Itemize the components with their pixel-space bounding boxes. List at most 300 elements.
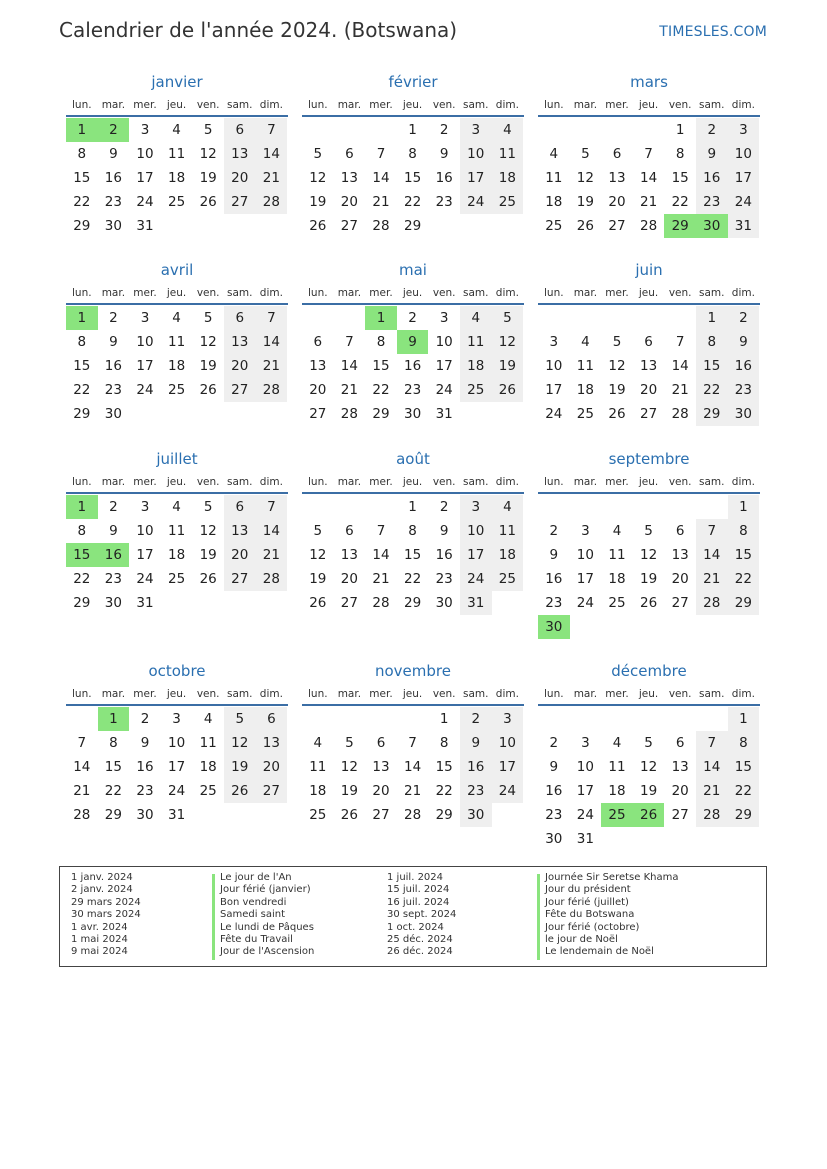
day-cell[interactable]: 8	[439, 735, 449, 751]
day-cell[interactable]: 16	[136, 759, 154, 775]
day-cell[interactable]: 5	[612, 334, 622, 350]
holiday-day-cell[interactable]: 30	[696, 214, 728, 238]
day-cell[interactable]: 6	[256, 707, 288, 731]
day-cell[interactable]: 17	[728, 166, 760, 190]
day-cell[interactable]: 30	[104, 406, 122, 422]
day-cell[interactable]: 14	[256, 142, 288, 166]
day-cell[interactable]: 16	[728, 354, 760, 378]
day-cell[interactable]: 3	[581, 523, 590, 539]
day-cell[interactable]: 14	[639, 170, 658, 186]
day-cell[interactable]: 7	[345, 334, 354, 350]
day-cell[interactable]: 29	[403, 218, 422, 234]
day-cell[interactable]: 26	[199, 571, 217, 587]
day-cell[interactable]: 12	[340, 759, 358, 775]
day-cell[interactable]: 5	[345, 735, 354, 751]
day-cell[interactable]: 29	[403, 595, 422, 611]
day-cell[interactable]: 5	[581, 146, 590, 162]
day-cell[interactable]: 22	[73, 194, 91, 210]
day-cell[interactable]: 28	[256, 567, 288, 591]
day-cell[interactable]: 20	[639, 382, 658, 398]
day-cell[interactable]: 21	[372, 194, 390, 210]
day-cell[interactable]: 5	[224, 707, 256, 731]
day-cell[interactable]: 23	[104, 571, 122, 587]
day-cell[interactable]: 27	[340, 595, 358, 611]
day-cell[interactable]: 17	[460, 166, 492, 190]
day-cell[interactable]: 5	[644, 523, 653, 539]
day-cell[interactable]: 18	[460, 354, 492, 378]
day-cell[interactable]: 26	[492, 378, 524, 402]
day-cell[interactable]: 22	[728, 567, 760, 591]
holiday-day-cell[interactable]: 9	[397, 330, 429, 354]
day-cell[interactable]: 15	[104, 759, 122, 775]
day-cell[interactable]: 27	[372, 807, 390, 823]
day-cell[interactable]: 24	[728, 190, 760, 214]
day-cell[interactable]: 31	[460, 591, 492, 615]
day-cell[interactable]: 20	[671, 783, 689, 799]
day-cell[interactable]: 19	[639, 571, 658, 587]
day-cell[interactable]: 12	[608, 358, 626, 374]
day-cell[interactable]: 22	[104, 783, 122, 799]
day-cell[interactable]: 12	[199, 146, 217, 162]
day-cell[interactable]: 2	[109, 499, 118, 515]
day-cell[interactable]: 14	[372, 170, 390, 186]
day-cell[interactable]: 2	[549, 523, 559, 539]
day-cell[interactable]: 6	[675, 735, 685, 751]
day-cell[interactable]: 14	[256, 519, 288, 543]
day-cell[interactable]: 28	[256, 378, 288, 402]
day-cell[interactable]: 24	[460, 567, 492, 591]
day-cell[interactable]: 4	[492, 118, 524, 142]
day-cell[interactable]: 10	[167, 735, 186, 751]
day-cell[interactable]: 24	[545, 406, 563, 422]
day-cell[interactable]: 4	[549, 146, 559, 162]
day-cell[interactable]: 4	[172, 499, 181, 515]
day-cell[interactable]: 11	[167, 146, 186, 162]
day-cell[interactable]: 9	[109, 146, 118, 162]
day-cell[interactable]: 24	[136, 382, 154, 398]
day-cell[interactable]: 30	[136, 807, 154, 823]
day-cell[interactable]: 3	[439, 310, 449, 326]
day-cell[interactable]: 28	[372, 218, 390, 234]
day-cell[interactable]: 13	[224, 142, 256, 166]
day-cell[interactable]: 9	[696, 142, 728, 166]
day-cell[interactable]: 23	[696, 190, 728, 214]
day-cell[interactable]: 10	[460, 519, 492, 543]
day-cell[interactable]: 7	[256, 495, 288, 519]
day-cell[interactable]: 5	[644, 735, 653, 751]
day-cell[interactable]: 17	[576, 783, 594, 799]
day-cell[interactable]: 29	[104, 807, 122, 823]
day-cell[interactable]: 3	[460, 495, 492, 519]
day-cell[interactable]: 7	[376, 523, 386, 539]
day-cell[interactable]: 28	[696, 803, 728, 827]
day-cell[interactable]: 8	[77, 334, 87, 350]
day-cell[interactable]: 1	[408, 122, 417, 138]
day-cell[interactable]: 27	[224, 567, 256, 591]
day-cell[interactable]: 27	[224, 190, 256, 214]
day-cell[interactable]: 22	[671, 194, 689, 210]
day-cell[interactable]: 28	[696, 591, 728, 615]
day-cell[interactable]: 22	[728, 779, 760, 803]
day-cell[interactable]: 25	[309, 807, 327, 823]
day-cell[interactable]: 26	[224, 779, 256, 803]
day-cell[interactable]: 18	[492, 166, 524, 190]
day-cell[interactable]: 21	[696, 567, 728, 591]
day-cell[interactable]: 30	[104, 595, 122, 611]
day-cell[interactable]: 5	[313, 146, 323, 162]
day-cell[interactable]: 30	[104, 218, 122, 234]
day-cell[interactable]: 28	[340, 406, 358, 422]
day-cell[interactable]: 7	[256, 306, 288, 330]
day-cell[interactable]: 21	[256, 354, 288, 378]
day-cell[interactable]: 9	[109, 523, 118, 539]
day-cell[interactable]: 14	[696, 755, 728, 779]
day-cell[interactable]: 28	[256, 190, 288, 214]
day-cell[interactable]: 29	[696, 402, 728, 426]
day-cell[interactable]: 27	[340, 218, 358, 234]
day-cell[interactable]: 15	[73, 358, 91, 374]
day-cell[interactable]: 21	[256, 166, 288, 190]
day-cell[interactable]: 12	[224, 731, 256, 755]
day-cell[interactable]: 7	[77, 735, 87, 751]
day-cell[interactable]: 8	[675, 146, 685, 162]
day-cell[interactable]: 9	[140, 735, 150, 751]
day-cell[interactable]: 8	[728, 519, 760, 543]
day-cell[interactable]: 5	[203, 310, 213, 326]
day-cell[interactable]: 17	[167, 759, 186, 775]
day-cell[interactable]: 14	[671, 358, 689, 374]
day-cell[interactable]: 6	[345, 523, 354, 539]
day-cell[interactable]: 12	[639, 759, 658, 775]
day-cell[interactable]: 9	[728, 330, 760, 354]
day-cell[interactable]: 15	[73, 170, 91, 186]
day-cell[interactable]: 8	[376, 334, 386, 350]
day-cell[interactable]: 15	[435, 759, 453, 775]
day-cell[interactable]: 19	[309, 194, 327, 210]
day-cell[interactable]: 17	[136, 170, 154, 186]
day-cell[interactable]: 1	[728, 707, 760, 731]
day-cell[interactable]: 9	[439, 146, 449, 162]
day-cell[interactable]: 21	[671, 382, 689, 398]
day-cell[interactable]: 4	[172, 310, 181, 326]
day-cell[interactable]: 27	[256, 779, 288, 803]
day-cell[interactable]: 10	[545, 358, 563, 374]
day-cell[interactable]: 25	[492, 190, 524, 214]
day-cell[interactable]: 17	[545, 382, 563, 398]
day-cell[interactable]: 30	[545, 831, 563, 847]
day-cell[interactable]: 10	[492, 731, 524, 755]
day-cell[interactable]: 6	[675, 523, 685, 539]
day-cell[interactable]: 25	[167, 571, 186, 587]
day-cell[interactable]: 24	[136, 571, 154, 587]
day-cell[interactable]: 17	[136, 358, 154, 374]
day-cell[interactable]: 25	[167, 382, 186, 398]
day-cell[interactable]: 24	[492, 779, 524, 803]
day-cell[interactable]: 30	[403, 406, 422, 422]
day-cell[interactable]: 31	[136, 595, 154, 611]
day-cell[interactable]: 23	[728, 378, 760, 402]
day-cell[interactable]: 25	[608, 595, 626, 611]
day-cell[interactable]: 14	[340, 358, 358, 374]
day-cell[interactable]: 29	[728, 803, 760, 827]
day-cell[interactable]: 31	[435, 406, 453, 422]
day-cell[interactable]: 3	[172, 711, 181, 727]
day-cell[interactable]: 21	[403, 783, 422, 799]
day-cell[interactable]: 22	[403, 194, 422, 210]
day-cell[interactable]: 28	[403, 807, 422, 823]
day-cell[interactable]: 13	[256, 731, 288, 755]
day-cell[interactable]: 27	[309, 406, 327, 422]
day-cell[interactable]: 14	[73, 759, 91, 775]
day-cell[interactable]: 12	[576, 170, 594, 186]
day-cell[interactable]: 6	[224, 306, 256, 330]
day-cell[interactable]: 26	[199, 194, 217, 210]
day-cell[interactable]: 25	[167, 194, 186, 210]
day-cell[interactable]: 19	[199, 547, 217, 563]
day-cell[interactable]: 1	[728, 495, 760, 519]
day-cell[interactable]: 9	[460, 731, 492, 755]
day-cell[interactable]: 2	[140, 711, 150, 727]
day-cell[interactable]: 26	[608, 406, 626, 422]
day-cell[interactable]: 19	[639, 783, 658, 799]
day-cell[interactable]: 12	[199, 334, 217, 350]
day-cell[interactable]: 23	[545, 595, 563, 611]
day-cell[interactable]: 5	[203, 122, 213, 138]
day-cell[interactable]: 27	[608, 218, 626, 234]
day-cell[interactable]: 16	[104, 170, 122, 186]
day-cell[interactable]: 9	[439, 523, 449, 539]
day-cell[interactable]: 11	[199, 735, 217, 751]
day-cell[interactable]: 24	[167, 783, 186, 799]
day-cell[interactable]: 18	[167, 547, 186, 563]
day-cell[interactable]: 20	[309, 382, 327, 398]
day-cell[interactable]: 3	[140, 499, 150, 515]
day-cell[interactable]: 15	[403, 547, 422, 563]
day-cell[interactable]: 13	[372, 759, 390, 775]
day-cell[interactable]: 21	[639, 194, 658, 210]
day-cell[interactable]: 20	[256, 755, 288, 779]
day-cell[interactable]: 10	[576, 547, 594, 563]
day-cell[interactable]: 7	[376, 146, 386, 162]
day-cell[interactable]: 6	[224, 495, 256, 519]
day-cell[interactable]: 10	[136, 334, 154, 350]
day-cell[interactable]: 18	[167, 170, 186, 186]
day-cell[interactable]: 31	[136, 218, 154, 234]
day-cell[interactable]: 18	[199, 759, 217, 775]
day-cell[interactable]: 19	[608, 382, 626, 398]
day-cell[interactable]: 19	[576, 194, 594, 210]
day-cell[interactable]: 8	[728, 731, 760, 755]
day-cell[interactable]: 13	[608, 170, 626, 186]
day-cell[interactable]: 29	[73, 595, 91, 611]
day-cell[interactable]: 6	[345, 146, 354, 162]
day-cell[interactable]: 2	[549, 735, 559, 751]
day-cell[interactable]: 14	[372, 547, 390, 563]
holiday-day-cell[interactable]: 26	[633, 803, 665, 827]
day-cell[interactable]: 17	[460, 543, 492, 567]
day-cell[interactable]: 21	[372, 571, 390, 587]
day-cell[interactable]: 19	[224, 755, 256, 779]
day-cell[interactable]: 3	[549, 334, 559, 350]
day-cell[interactable]: 20	[224, 543, 256, 567]
day-cell[interactable]: 4	[612, 523, 622, 539]
day-cell[interactable]: 13	[224, 519, 256, 543]
day-cell[interactable]: 1	[696, 306, 728, 330]
day-cell[interactable]: 31	[576, 831, 594, 847]
day-cell[interactable]: 21	[696, 779, 728, 803]
holiday-day-cell[interactable]: 1	[66, 495, 98, 519]
day-cell[interactable]: 21	[256, 543, 288, 567]
day-cell[interactable]: 18	[576, 382, 594, 398]
day-cell[interactable]: 23	[435, 571, 453, 587]
day-cell[interactable]: 7	[675, 334, 685, 350]
day-cell[interactable]: 22	[403, 571, 422, 587]
day-cell[interactable]: 8	[408, 523, 417, 539]
day-cell[interactable]: 10	[136, 523, 154, 539]
day-cell[interactable]: 30	[460, 803, 492, 827]
day-cell[interactable]: 11	[492, 519, 524, 543]
day-cell[interactable]: 3	[581, 735, 590, 751]
day-cell[interactable]: 12	[309, 547, 327, 563]
day-cell[interactable]: 25	[545, 218, 563, 234]
day-cell[interactable]: 19	[340, 783, 358, 799]
day-cell[interactable]: 23	[104, 194, 122, 210]
day-cell[interactable]: 18	[545, 194, 563, 210]
day-cell[interactable]: 1	[439, 711, 449, 727]
day-cell[interactable]: 17	[136, 547, 154, 563]
day-cell[interactable]: 26	[576, 218, 594, 234]
day-cell[interactable]: 18	[167, 358, 186, 374]
day-cell[interactable]: 20	[671, 571, 689, 587]
day-cell[interactable]: 7	[408, 735, 417, 751]
holiday-day-cell[interactable]: 16	[98, 543, 130, 567]
holiday-day-cell[interactable]: 1	[66, 306, 98, 330]
day-cell[interactable]: 6	[376, 735, 386, 751]
day-cell[interactable]: 4	[313, 735, 323, 751]
day-cell[interactable]: 15	[696, 354, 728, 378]
day-cell[interactable]: 7	[696, 731, 728, 755]
day-cell[interactable]: 2	[728, 306, 760, 330]
holiday-day-cell[interactable]: 1	[66, 118, 98, 142]
day-cell[interactable]: 30	[728, 402, 760, 426]
day-cell[interactable]: 28	[671, 406, 689, 422]
day-cell[interactable]: 16	[545, 571, 563, 587]
day-cell[interactable]: 18	[608, 783, 626, 799]
day-cell[interactable]: 19	[199, 170, 217, 186]
day-cell[interactable]: 4	[492, 495, 524, 519]
day-cell[interactable]: 20	[224, 166, 256, 190]
day-cell[interactable]: 7	[696, 519, 728, 543]
day-cell[interactable]: 11	[492, 142, 524, 166]
day-cell[interactable]: 19	[199, 358, 217, 374]
day-cell[interactable]: 12	[639, 547, 658, 563]
day-cell[interactable]: 14	[256, 330, 288, 354]
day-cell[interactable]: 29	[372, 406, 390, 422]
day-cell[interactable]: 1	[408, 499, 417, 515]
day-cell[interactable]: 10	[460, 142, 492, 166]
day-cell[interactable]: 27	[224, 378, 256, 402]
day-cell[interactable]: 22	[73, 382, 91, 398]
day-cell[interactable]: 22	[73, 571, 91, 587]
holiday-day-cell[interactable]: 2	[98, 118, 130, 142]
day-cell[interactable]: 5	[203, 499, 213, 515]
day-cell[interactable]: 10	[136, 146, 154, 162]
day-cell[interactable]: 2	[408, 310, 417, 326]
day-cell[interactable]: 2	[109, 310, 118, 326]
day-cell[interactable]: 3	[460, 118, 492, 142]
day-cell[interactable]: 3	[140, 122, 150, 138]
day-cell[interactable]: 5	[313, 523, 323, 539]
holiday-day-cell[interactable]: 25	[601, 803, 633, 827]
day-cell[interactable]: 23	[460, 779, 492, 803]
day-cell[interactable]: 18	[492, 543, 524, 567]
day-cell[interactable]: 16	[460, 755, 492, 779]
day-cell[interactable]: 13	[671, 759, 689, 775]
day-cell[interactable]: 8	[696, 330, 728, 354]
day-cell[interactable]: 7	[256, 118, 288, 142]
day-cell[interactable]: 25	[576, 406, 594, 422]
day-cell[interactable]: 21	[340, 382, 358, 398]
day-cell[interactable]: 13	[639, 358, 658, 374]
day-cell[interactable]: 17	[492, 755, 524, 779]
holiday-day-cell[interactable]: 30	[538, 615, 570, 639]
day-cell[interactable]: 4	[460, 306, 492, 330]
day-cell[interactable]: 21	[73, 783, 91, 799]
day-cell[interactable]: 29	[728, 591, 760, 615]
day-cell[interactable]: 11	[608, 547, 626, 563]
day-cell[interactable]: 26	[340, 807, 358, 823]
day-cell[interactable]: 22	[435, 783, 453, 799]
day-cell[interactable]: 13	[671, 547, 689, 563]
day-cell[interactable]: 3	[492, 707, 524, 731]
day-cell[interactable]: 16	[403, 358, 422, 374]
day-cell[interactable]: 12	[199, 523, 217, 539]
day-cell[interactable]: 3	[728, 118, 760, 142]
day-cell[interactable]: 10	[435, 334, 453, 350]
day-cell[interactable]: 2	[696, 118, 728, 142]
day-cell[interactable]: 11	[608, 759, 626, 775]
day-cell[interactable]: 11	[576, 358, 594, 374]
day-cell[interactable]: 28	[73, 807, 91, 823]
day-cell[interactable]: 11	[460, 330, 492, 354]
day-cell[interactable]: 22	[696, 378, 728, 402]
day-cell[interactable]: 23	[104, 382, 122, 398]
day-cell[interactable]: 20	[608, 194, 626, 210]
day-cell[interactable]: 25	[199, 783, 217, 799]
day-cell[interactable]: 10	[728, 142, 760, 166]
day-cell[interactable]: 11	[309, 759, 327, 775]
day-cell[interactable]: 19	[492, 354, 524, 378]
day-cell[interactable]: 15	[671, 170, 689, 186]
day-cell[interactable]: 26	[639, 595, 658, 611]
holiday-day-cell[interactable]: 29	[664, 214, 696, 238]
day-cell[interactable]: 27	[671, 807, 689, 823]
day-cell[interactable]: 8	[77, 146, 87, 162]
day-cell[interactable]: 27	[671, 595, 689, 611]
day-cell[interactable]: 13	[340, 547, 358, 563]
day-cell[interactable]: 23	[403, 382, 422, 398]
day-cell[interactable]: 9	[549, 547, 559, 563]
day-cell[interactable]: 15	[728, 543, 760, 567]
day-cell[interactable]: 23	[435, 194, 453, 210]
day-cell[interactable]: 6	[644, 334, 653, 350]
day-cell[interactable]: 16	[104, 358, 122, 374]
day-cell[interactable]: 2	[439, 499, 449, 515]
day-cell[interactable]: 18	[309, 783, 327, 799]
day-cell[interactable]: 7	[644, 146, 653, 162]
day-cell[interactable]: 6	[612, 146, 622, 162]
day-cell[interactable]: 4	[581, 334, 590, 350]
